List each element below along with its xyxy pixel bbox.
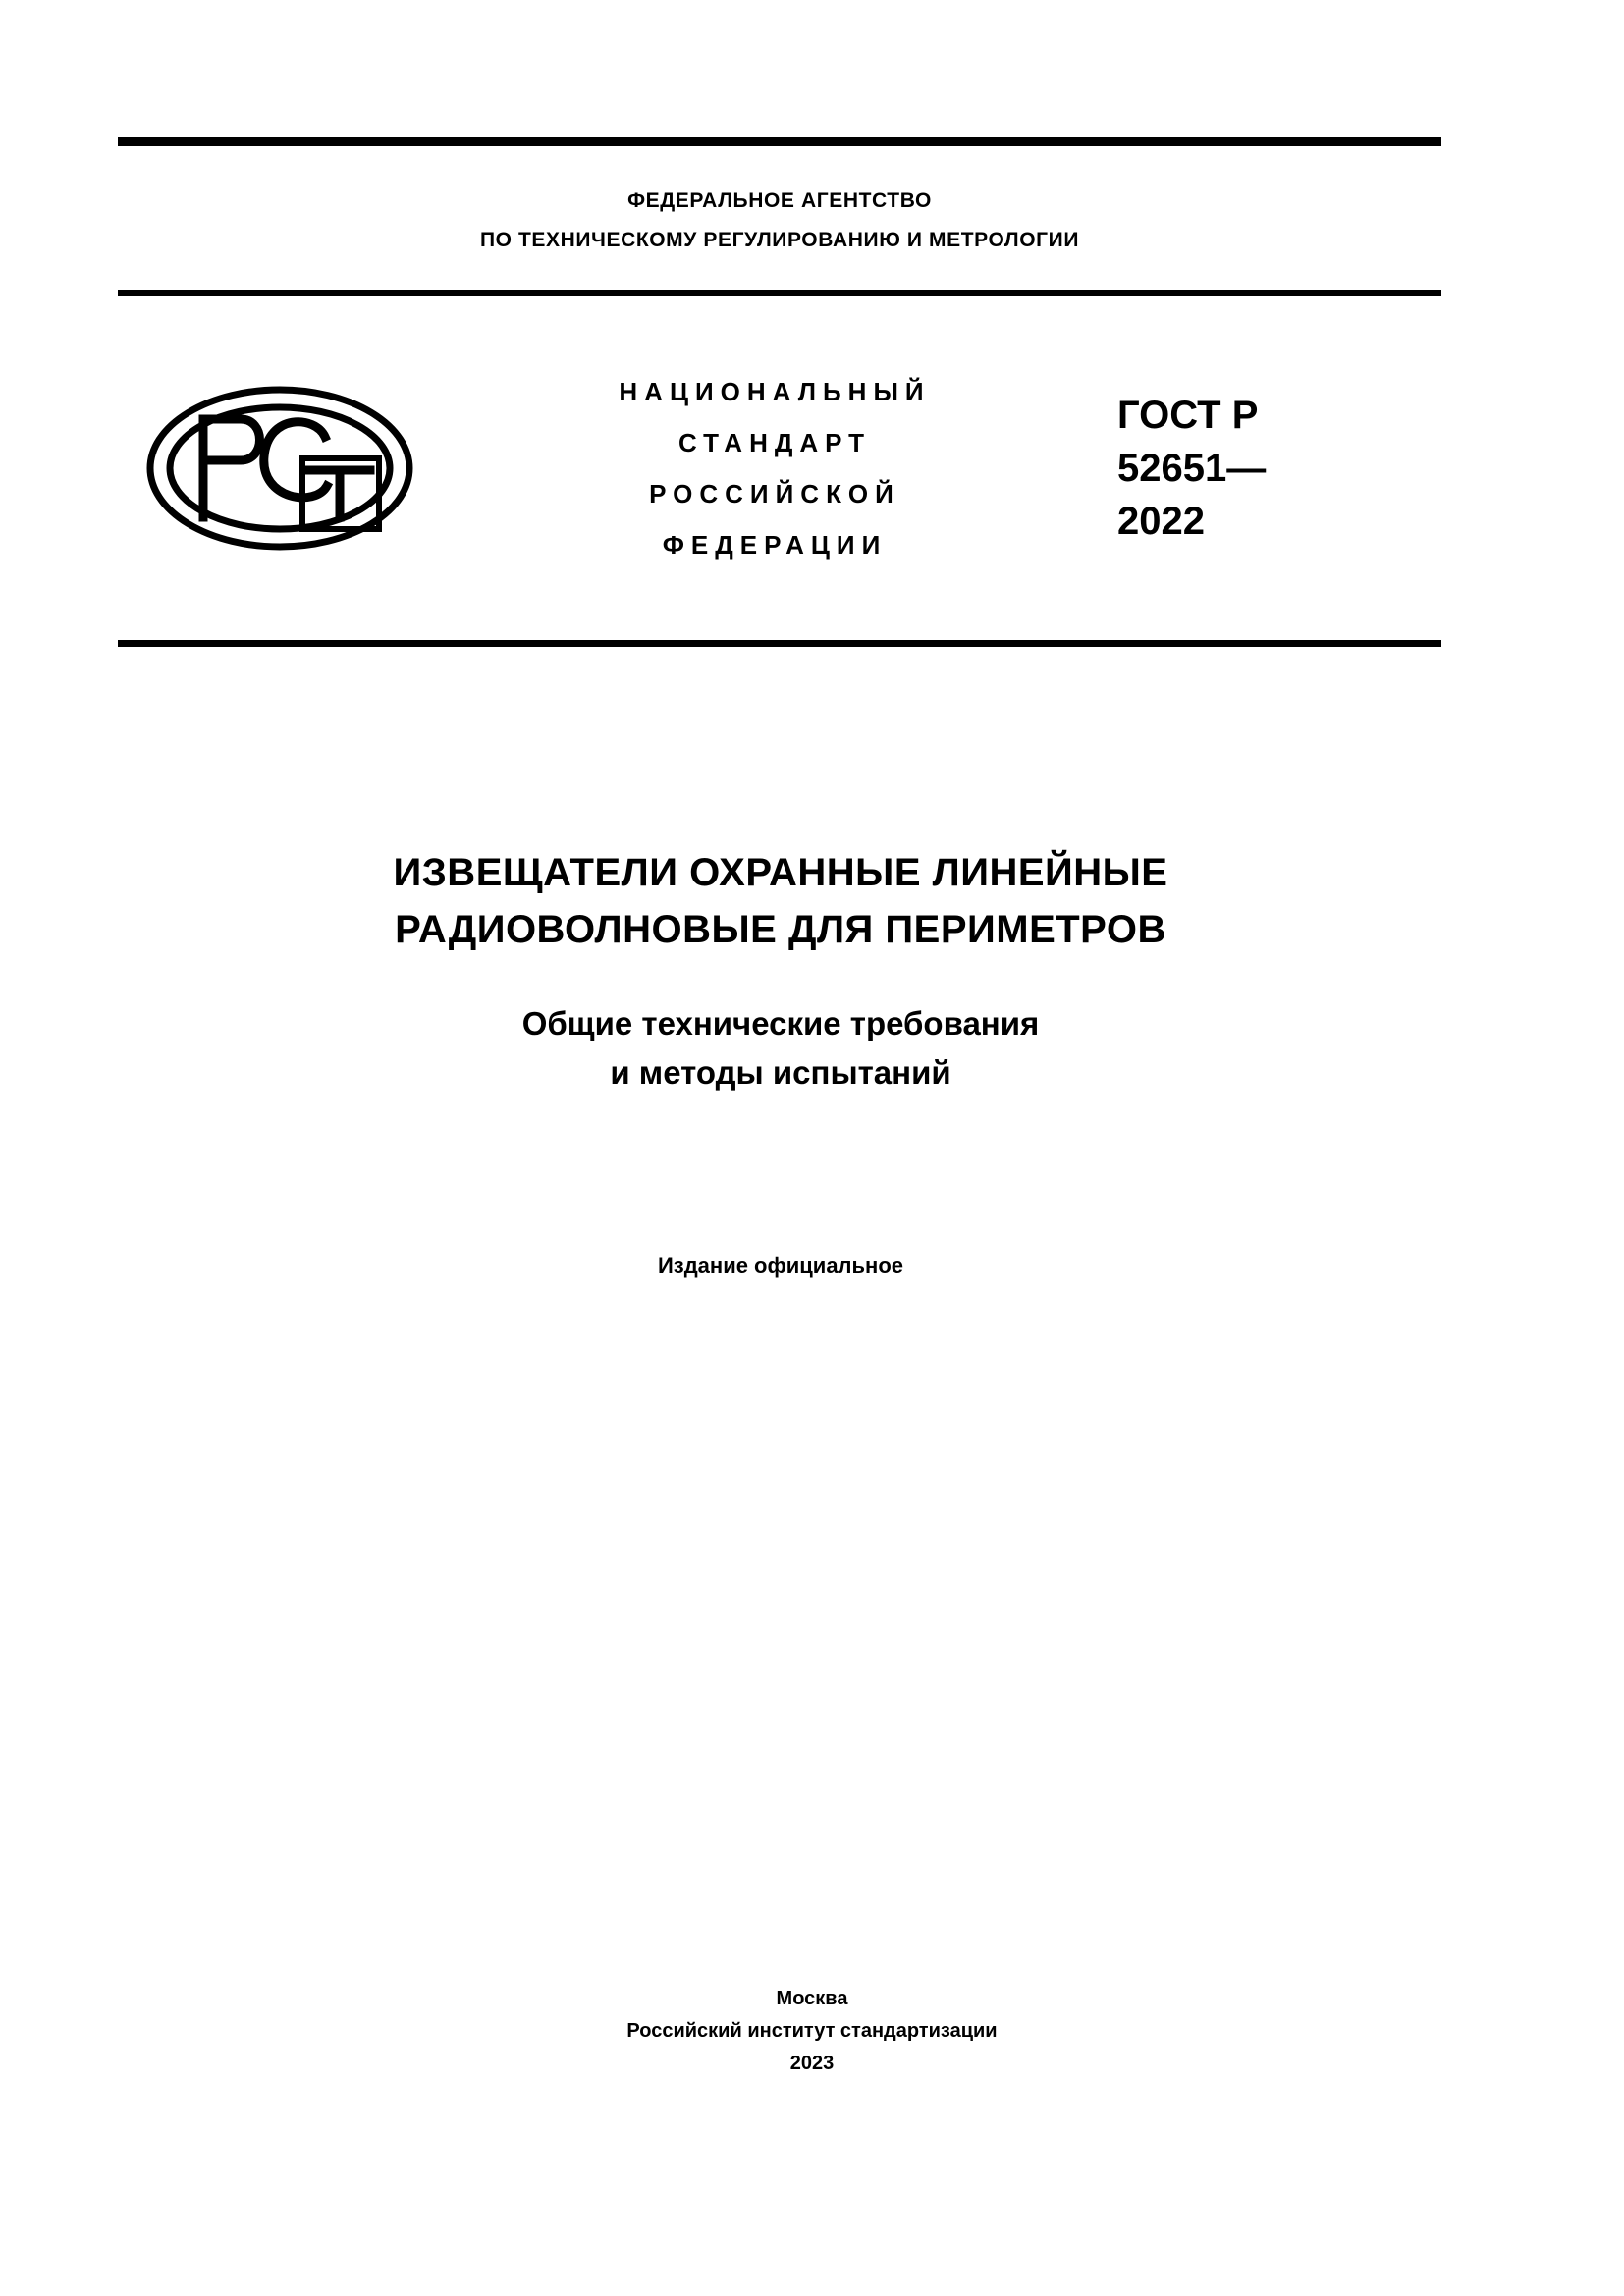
national-standard-words — [442, 366, 1108, 570]
header-top-rule — [118, 137, 1441, 146]
header-bottom-rule — [118, 640, 1441, 647]
gost-designation — [1108, 389, 1441, 548]
standard-identity-block — [118, 296, 1441, 640]
official-edition-note: Издание официальное — [657, 1254, 904, 1278]
document-footer — [0, 1983, 1624, 2080]
header-middle-rule — [118, 290, 1441, 296]
agency-line-1: ФЕДЕРАЛЬНОЕ АГЕНТСТВО — [627, 189, 932, 212]
footer-city: Москва — [776, 1988, 848, 2009]
document-title-block — [147, 844, 1414, 1279]
gosstandart-rst-emblem — [118, 380, 442, 557]
footer-year: 2023 — [789, 2053, 835, 2074]
document-header — [118, 137, 1441, 647]
page-title — [147, 844, 1414, 958]
title-line-1: ИЗВЕЩАТЕЛИ ОХРАННЫЕ ЛИНЕЙНЫЕ — [393, 851, 1168, 894]
standard-word-2: СТАНДАРТ — [677, 427, 872, 457]
agency-line-2: ПО ТЕХНИЧЕСКОМУ РЕГУЛИРОВАНИЮ И МЕТРОЛОГИИ — [479, 228, 1080, 251]
footer-publisher: Российский институт стандартизации — [626, 2020, 998, 2042]
title-line-2: РАДИОВОЛНОВЫЕ ДЛЯ ПЕРИМЕТРОВ — [395, 908, 1166, 951]
subtitle-line-1: Общие технические требования — [521, 1005, 1040, 1041]
standard-word-4: ФЕДЕРАЦИИ — [662, 529, 888, 560]
agency-block — [118, 146, 1441, 290]
gost-label: ГОСТ Р — [1117, 393, 1259, 437]
gost-number: 52651— — [1117, 446, 1267, 490]
standard-word-1: НАЦИОНАЛЬНЫЙ — [619, 376, 931, 406]
standard-word-3: РОССИЙСКОЙ — [649, 478, 900, 508]
subtitle-line-2: и методы испытаний — [610, 1053, 951, 1091]
page-subtitle — [147, 999, 1414, 1096]
gost-year: 2022 — [1117, 499, 1205, 543]
